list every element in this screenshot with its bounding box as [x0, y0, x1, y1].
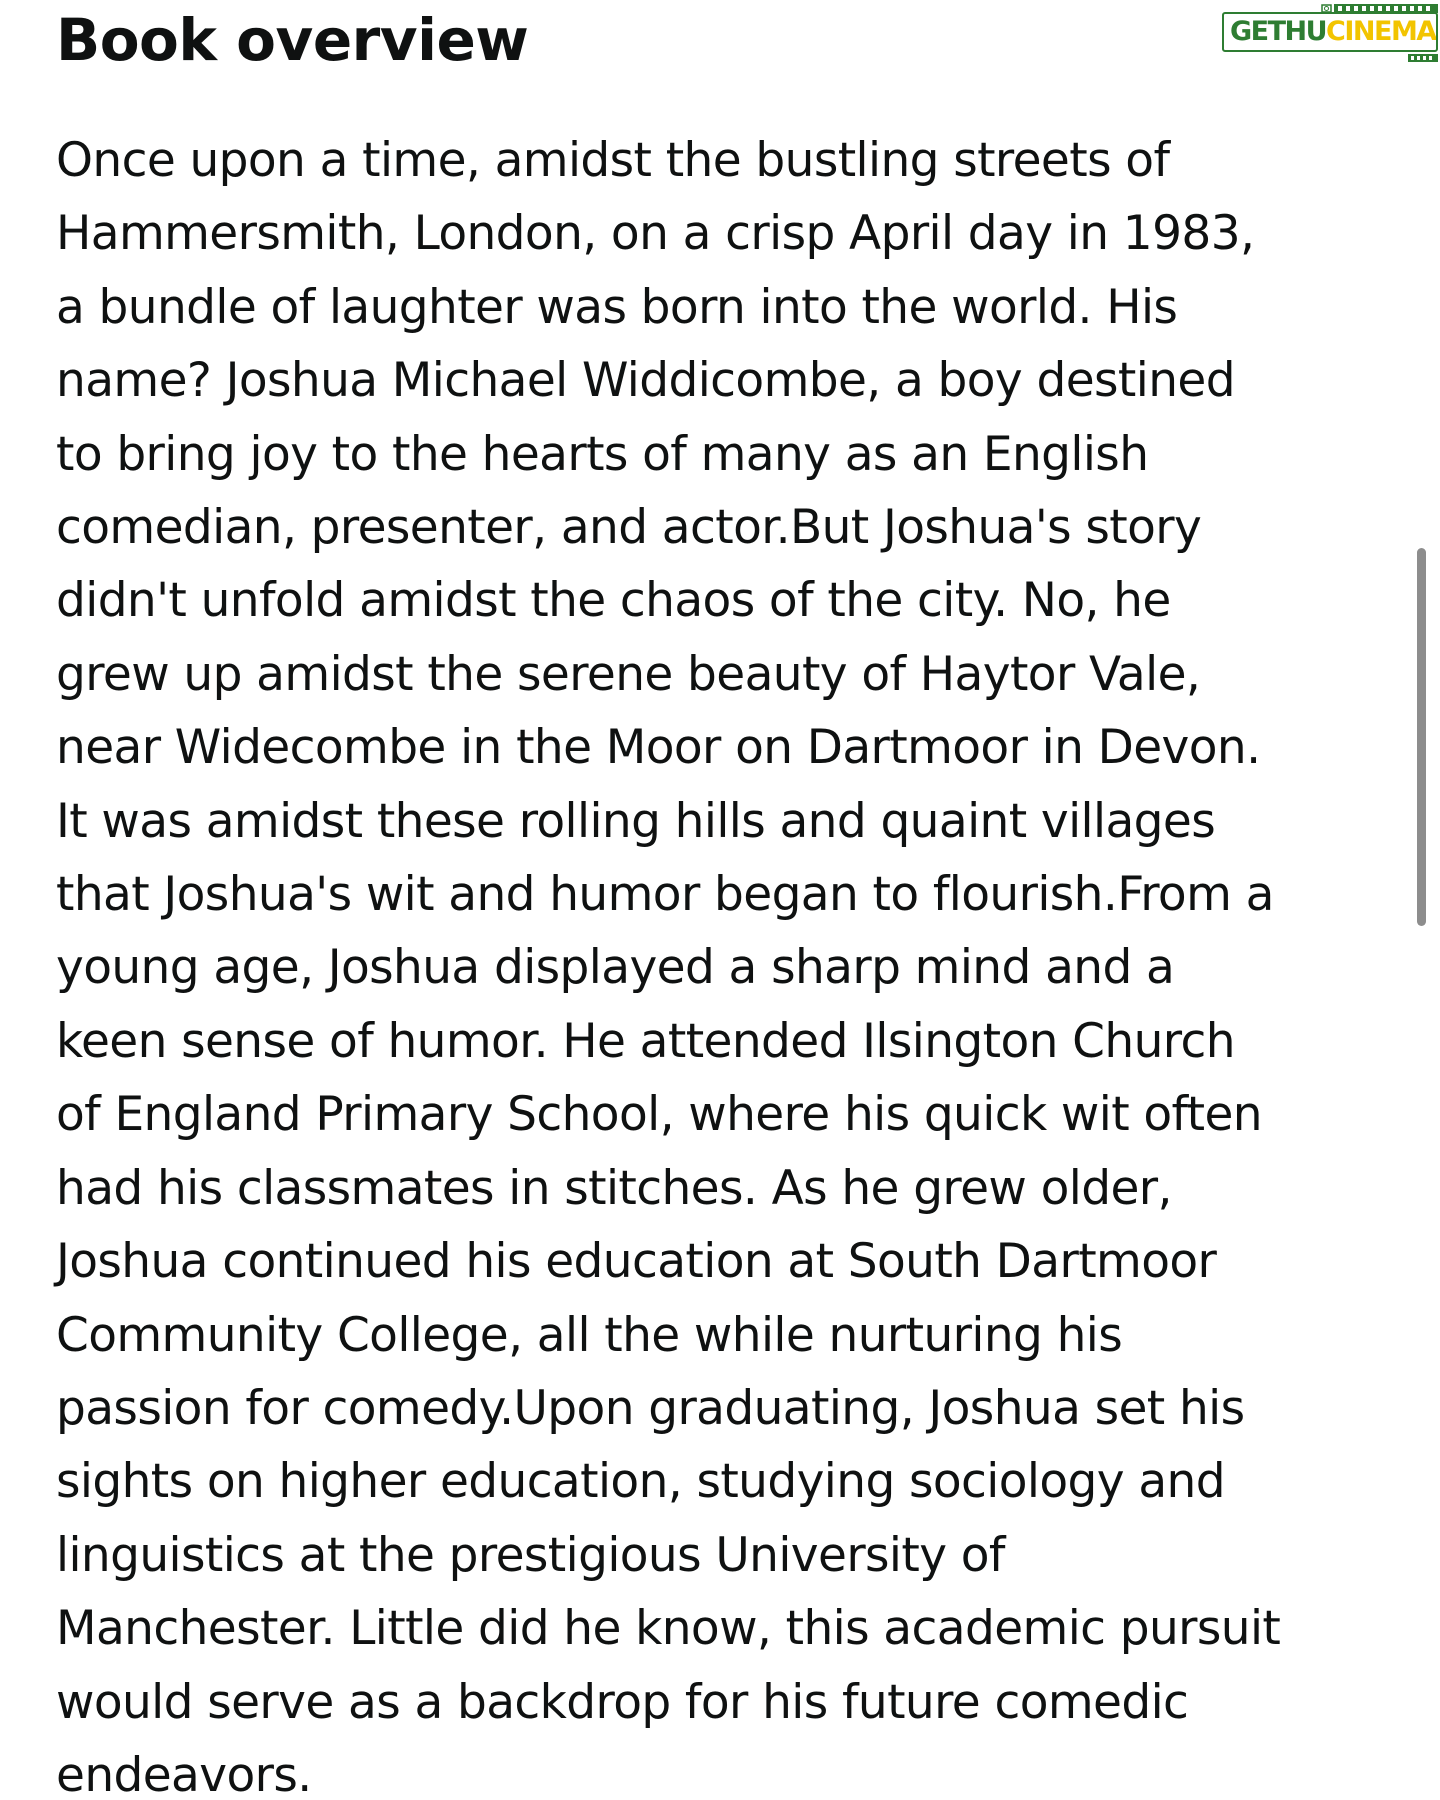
- overview-line: Once upon a time, amidst the bustling streets of: [56, 133, 1170, 188]
- watermark-box: [1222, 12, 1438, 52]
- overview-line: Community College, all the while nurturing his: [56, 1307, 1123, 1363]
- overview-text: [56, 124, 1396, 1800]
- overview-line: keen sense of humor. He attended Ilsington Church: [56, 1013, 1235, 1069]
- watermark-logo: [1222, 2, 1440, 64]
- watermark-text-primary: GETHU: [1230, 16, 1327, 47]
- film-strip-icon: [1408, 54, 1438, 62]
- overview-line: sights on higher education, studying sociology and: [56, 1454, 1225, 1510]
- overview-line: of England Primary School, where his quick wit often: [56, 1087, 1262, 1143]
- overview-line: would serve as a backdrop for his future comedic: [56, 1674, 1189, 1730]
- overview-line: didn't unfold amidst the chaos of the city. No, he: [56, 573, 1171, 629]
- overview-line: endeavors.: [56, 1747, 312, 1800]
- overview-line: Manchester. Little did he know, this academic pursuit: [56, 1601, 1281, 1657]
- overview-line: had his classmates in stitches. As he grew older,: [56, 1160, 1172, 1216]
- overview-line: a bundle of laughter was born into the world. His: [56, 279, 1178, 335]
- overview-line: young age, Joshua displayed a sharp mind and a: [56, 940, 1175, 996]
- overview-line: Joshua continued his education at South Dartmoor: [56, 1234, 1217, 1290]
- overview-line: Hammersmith, London, on a crisp April day in 1983,: [56, 206, 1255, 262]
- overview-line: comedian, presenter, and actor.But Joshua's story: [56, 500, 1202, 556]
- overview-line: linguistics at the prestigious University of: [56, 1527, 1005, 1583]
- scrollbar-thumb[interactable]: [1417, 548, 1426, 926]
- watermark-text-accent: CINEMA: [1326, 16, 1436, 47]
- page-title: Book overview: [56, 6, 529, 74]
- overview-line: that Joshua's wit and humor began to flourish.From a: [56, 867, 1274, 923]
- overview-line: It was amidst these rolling hills and quaint villages: [56, 793, 1216, 849]
- overview-line: name? Joshua Michael Widdicombe, a boy destined: [56, 353, 1235, 409]
- overview-line: grew up amidst the serene beauty of Haytor Vale,: [56, 646, 1201, 702]
- overview-line: passion for comedy.Upon graduating, Joshua set his: [56, 1380, 1245, 1436]
- overview-line: near Widecombe in the Moor on Dartmoor in Devon.: [56, 720, 1261, 776]
- overview-line: to bring joy to the hearts of many as an English: [56, 426, 1149, 482]
